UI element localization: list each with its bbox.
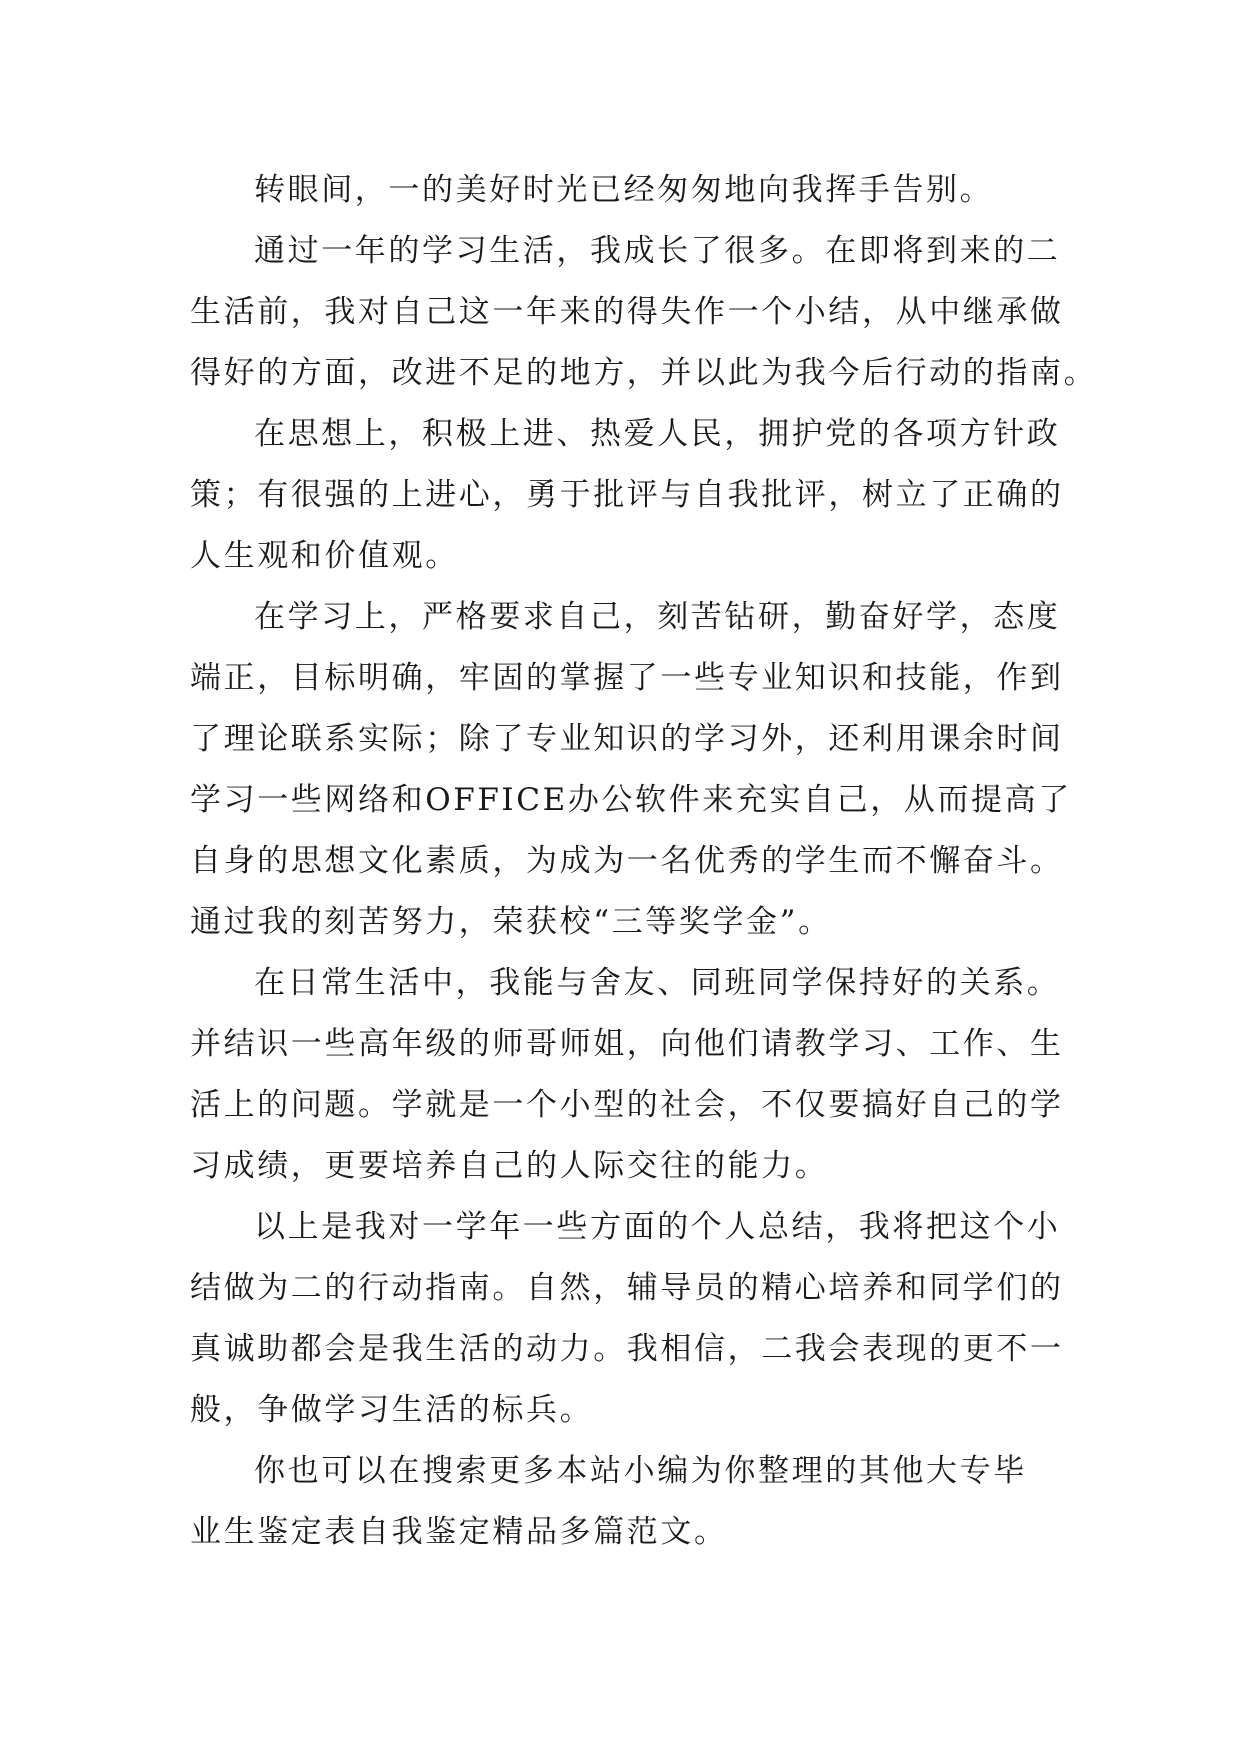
paragraph [190, 160, 1090, 221]
text-line: 端正，目标明确，牢固的掌握了一些专业知识和技能，作到 [190, 660, 1064, 696]
paragraph [190, 587, 1090, 953]
text-line: 自身的思想文化素质，为成为一名优秀的学生而不懈奋斗。 [190, 843, 1064, 879]
paragraph [190, 221, 1098, 404]
text-line: 策；有很强的上进心，勇于批评与自我批评，树立了正确的 [190, 477, 1064, 513]
text-line: 通过一年的学习生活，我成长了很多。在即将到来的二 [254, 233, 1061, 269]
paragraph [190, 404, 1090, 587]
text-line: 了理论联系实际；除了专业知识的学习外，还利用课余时间 [190, 721, 1064, 757]
text-line: 真诚助都会是我生活的动力。我相信，二我会表现的更不一 [190, 1331, 1064, 1367]
text-line: 以上是我对一学年一些方面的个人总结，我将把这个小 [254, 1209, 1061, 1245]
text-line: 生活前，我对自己这一年来的得失作一个小结，从中继承做 [190, 294, 1064, 330]
paragraph [190, 953, 1090, 1197]
paragraph [190, 1197, 1090, 1441]
text-line: 在学习上，严格要求自己，刻苦钻研，勤奋好学，态度 [254, 599, 1061, 635]
paragraph [190, 1441, 1090, 1563]
text-line: 习成绩，更要培养自己的人际交往的能力。 [190, 1148, 829, 1184]
text-line: 业生鉴定表自我鉴定精品多篇范文。 [190, 1514, 728, 1550]
text-line: 并结识一些高年级的师哥师姐，向他们请教学习、工作、生 [190, 1026, 1064, 1062]
text-line: 你也可以在搜索更多本站小编为你整理的其他大专毕 [254, 1453, 1027, 1489]
text-line: 般，争做学习生活的标兵。 [190, 1392, 594, 1428]
text-line: 活上的问题。学就是一个小型的社会，不仅要搞好自己的学 [190, 1087, 1064, 1123]
text-line: 结做为二的行动指南。自然，辅导员的精心培养和同学们的 [190, 1270, 1064, 1306]
text-line: 学习一些网络和OFFICE办公软件来充实自己，从而提高了 [190, 782, 1072, 818]
text-line: 人生观和价值观。 [190, 538, 459, 574]
text-line: 通过我的刻苦努力，荣获校“三等奖学金”。 [190, 904, 832, 940]
text-line: 转眼间，一的美好时光已经匆匆地向我挥手告别。 [254, 172, 994, 208]
text-line: 得好的方面，改进不足的地方，并以此为我今后行动的指南。 [190, 355, 1098, 391]
document-body [190, 160, 1098, 1563]
text-line: 在思想上，积极上进、热爱人民，拥护党的各项方针政 [254, 416, 1061, 452]
text-line: 在日常生活中，我能与舍友、同班同学保持好的关系。 [254, 965, 1061, 1001]
